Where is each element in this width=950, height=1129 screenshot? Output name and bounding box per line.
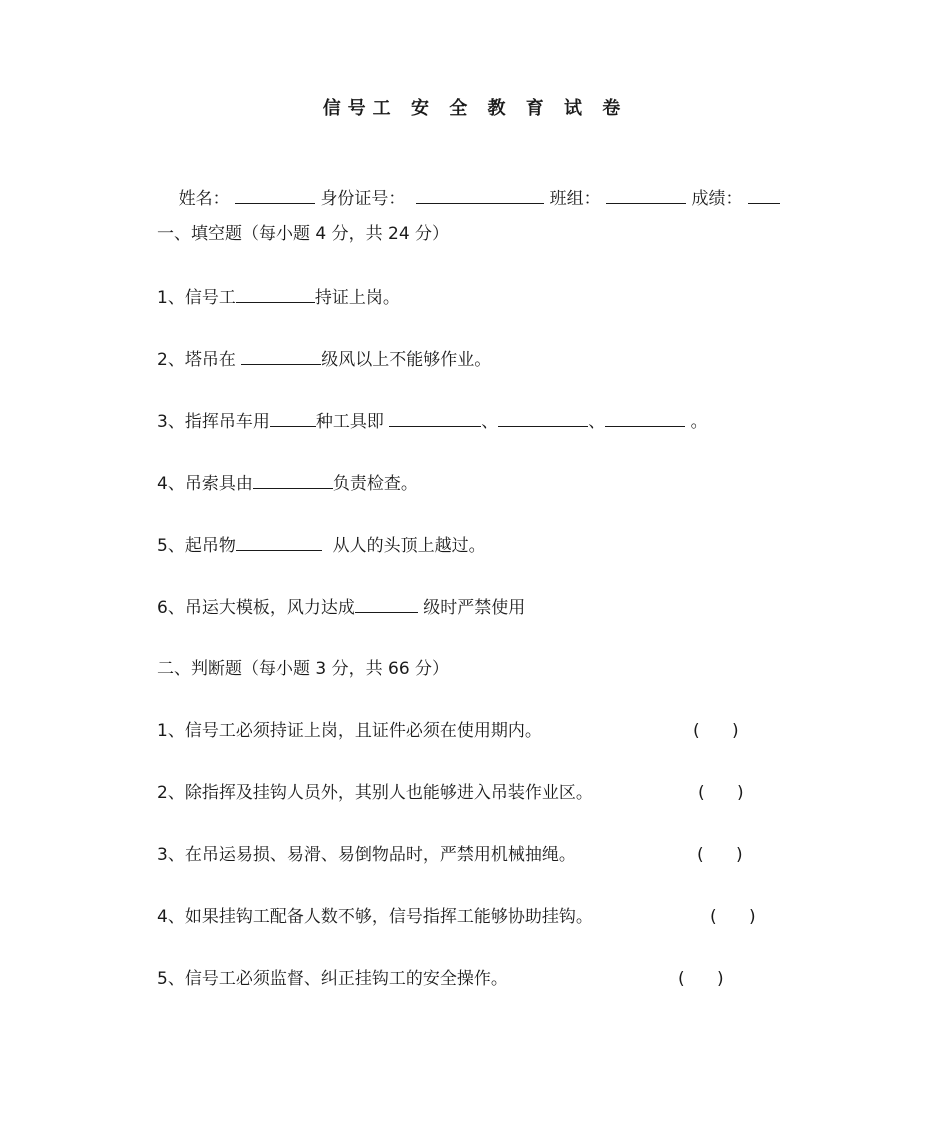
section1-heading: 一、填空题（每小题 4 分，共 24 分） [157, 224, 450, 244]
answer-blank[interactable] [236, 532, 322, 551]
score-label: 成绩： [691, 189, 743, 209]
question-text: 级时严禁使用 [417, 598, 526, 618]
question-text: 负责检查。 [332, 474, 418, 494]
question-text: 6、吊运大模板，风力达成 [157, 598, 355, 618]
group-label: 班组： [549, 189, 601, 209]
question-text: 2、塔吊在 [157, 350, 242, 370]
question-text: 级风以上不能够作业。 [321, 350, 492, 370]
name-blank[interactable] [235, 185, 315, 204]
group-blank[interactable] [606, 185, 686, 204]
question-text: 从人的头顶上越过。 [321, 536, 486, 556]
score-blank[interactable] [748, 185, 780, 204]
answer-blank[interactable] [241, 346, 321, 365]
answer-parentheses[interactable]: ( ) [678, 969, 724, 989]
id-label: 身份证号： [320, 189, 406, 209]
answer-parentheses[interactable]: ( ) [697, 845, 743, 865]
answer-blank[interactable] [236, 284, 315, 303]
question-text: 种工具即 [315, 412, 390, 432]
question-text: 。 [685, 412, 708, 432]
name-label: 姓名： [178, 189, 230, 209]
fill-question-2 [157, 346, 491, 373]
fill-question-1 [157, 284, 400, 311]
answer-blank[interactable] [253, 470, 333, 489]
judge-question-text: 2、除指挥及挂钩人员外，其别人也能够进入吊装作业区。 [157, 783, 593, 803]
answer-blank[interactable] [389, 408, 481, 427]
answer-parentheses[interactable]: ( ) [693, 721, 739, 741]
fill-question-5 [157, 532, 486, 559]
fill-question-3 [157, 408, 708, 435]
answer-blank[interactable] [270, 408, 316, 427]
answer-blank[interactable] [355, 594, 418, 613]
question-text: 持证上岗。 [314, 288, 400, 308]
judge-question-text: 5、信号工必须监督、纠正挂钩工的安全操作。 [157, 969, 508, 989]
fill-question-6 [157, 594, 525, 621]
answer-parentheses[interactable]: ( ) [698, 783, 744, 803]
answer-blank[interactable] [605, 408, 685, 427]
section2-heading: 二、判断题（每小题 3 分，共 66 分） [157, 659, 450, 679]
question-text: 4、吊索具由 [157, 474, 253, 494]
answer-blank[interactable] [498, 408, 588, 427]
judge-question-text: 1、信号工必须持证上岗，且证件必须在使用期内。 [157, 721, 542, 741]
id-blank[interactable] [416, 185, 544, 204]
question-text: 5、起吊物 [157, 536, 236, 556]
separator: 、 [481, 412, 499, 432]
answer-parentheses[interactable]: ( ) [710, 907, 756, 927]
question-text: 1、信号工 [157, 288, 236, 308]
judge-question-text: 3、在吊运易损、易滑、易倒物品时，严禁用机械抽绳。 [157, 845, 576, 865]
separator: 、 [588, 412, 606, 432]
exam-title: 信号工 安 全 教 育 试 卷 [322, 98, 628, 119]
question-text: 3、指挥吊车用 [157, 412, 270, 432]
fill-question-4 [157, 470, 418, 497]
judge-question-text: 4、如果挂钩工配备人数不够，信号指挥工能够协助挂钩。 [157, 907, 593, 927]
